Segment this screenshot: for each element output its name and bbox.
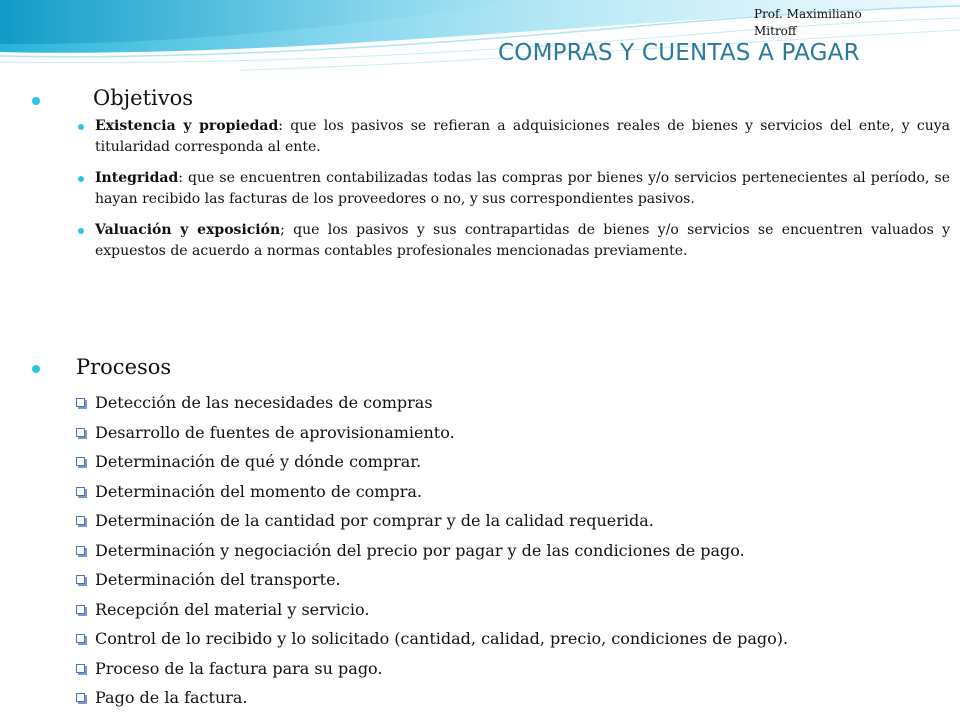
proceso-item: Determinación de la cantidad por comprar y de la calidad requerida. <box>76 506 788 536</box>
objetivo-separator: : <box>178 170 183 186</box>
objetivo-text: que se encuentren contabilizadas todas las compras por bienes y/o servicios pertenecientes al período, se hayan recibido las facturas de los proveedores o no, y sus correspondientes pasivos. <box>95 170 950 207</box>
objetivos-heading: Objetivos <box>93 86 194 110</box>
procesos-list <box>76 388 788 713</box>
objetivo-text: que los pasivos se refieran a adquisiciones reales de bienes y servicios del ente, y cuya titularidad corresponda al ente. <box>95 118 951 155</box>
proceso-item: Detección de las necesidades de compras <box>76 388 788 418</box>
bullet-icon <box>78 124 84 130</box>
objetivo-term: Existencia y propiedad <box>95 118 279 134</box>
page-title: COMPRAS Y CUENTAS A PAGAR <box>498 40 860 66</box>
proceso-item: Recepción del material y servicio. <box>76 595 788 625</box>
objetivo-separator: ; <box>280 222 285 238</box>
proceso-item: Desarrollo de fuentes de aprovisionamiento. <box>76 418 788 448</box>
objetivo-item <box>78 168 950 210</box>
proceso-item: Proceso de la factura para su pago. <box>76 654 788 684</box>
bullet-icon <box>78 176 84 182</box>
objetivos-list <box>78 116 950 272</box>
proceso-item: Determinación del momento de compra. <box>76 477 788 507</box>
checkbox-bullet-icon <box>76 428 85 437</box>
checkbox-bullet-icon <box>76 398 85 407</box>
procesos-heading: Procesos <box>76 355 172 379</box>
proceso-item: Determinación de qué y dónde comprar. <box>76 447 788 477</box>
procesos-bullet-icon <box>32 365 40 373</box>
proceso-item: Pago de la factura. <box>76 683 788 713</box>
objetivo-separator: : <box>278 118 283 134</box>
objetivo-term: Valuación y exposición <box>95 222 281 238</box>
objetivo-text: que los pasivos y sus contrapartidas de bienes y/o servicios se encuentren valuados y expuestos de acuerdo a normas contables profesionales mencionadas previamente. <box>95 222 950 259</box>
checkbox-bullet-icon <box>76 634 85 643</box>
proceso-item: Determinación del transporte. <box>76 565 788 595</box>
checkbox-bullet-icon <box>76 516 85 525</box>
objetivos-bullet-icon <box>32 97 40 105</box>
checkbox-bullet-icon <box>76 693 85 702</box>
proceso-item: Determinación y negociación del precio por pagar y de las condiciones de pago. <box>76 536 788 566</box>
checkbox-bullet-icon <box>76 546 85 555</box>
checkbox-bullet-icon <box>76 664 85 673</box>
objetivo-term: Integridad <box>95 170 179 186</box>
bullet-icon <box>78 228 84 234</box>
checkbox-bullet-icon <box>76 487 85 496</box>
checkbox-bullet-icon <box>76 457 85 466</box>
objetivo-item <box>78 116 950 158</box>
proceso-item: Control de lo recibido y lo solicitado (cantidad, calidad, precio, condiciones de pago). <box>76 624 788 654</box>
author-name: Prof. Maximiliano Mitroff <box>754 7 862 38</box>
checkbox-bullet-icon <box>76 575 85 584</box>
checkbox-bullet-icon <box>76 605 85 614</box>
objetivo-item <box>78 220 950 262</box>
